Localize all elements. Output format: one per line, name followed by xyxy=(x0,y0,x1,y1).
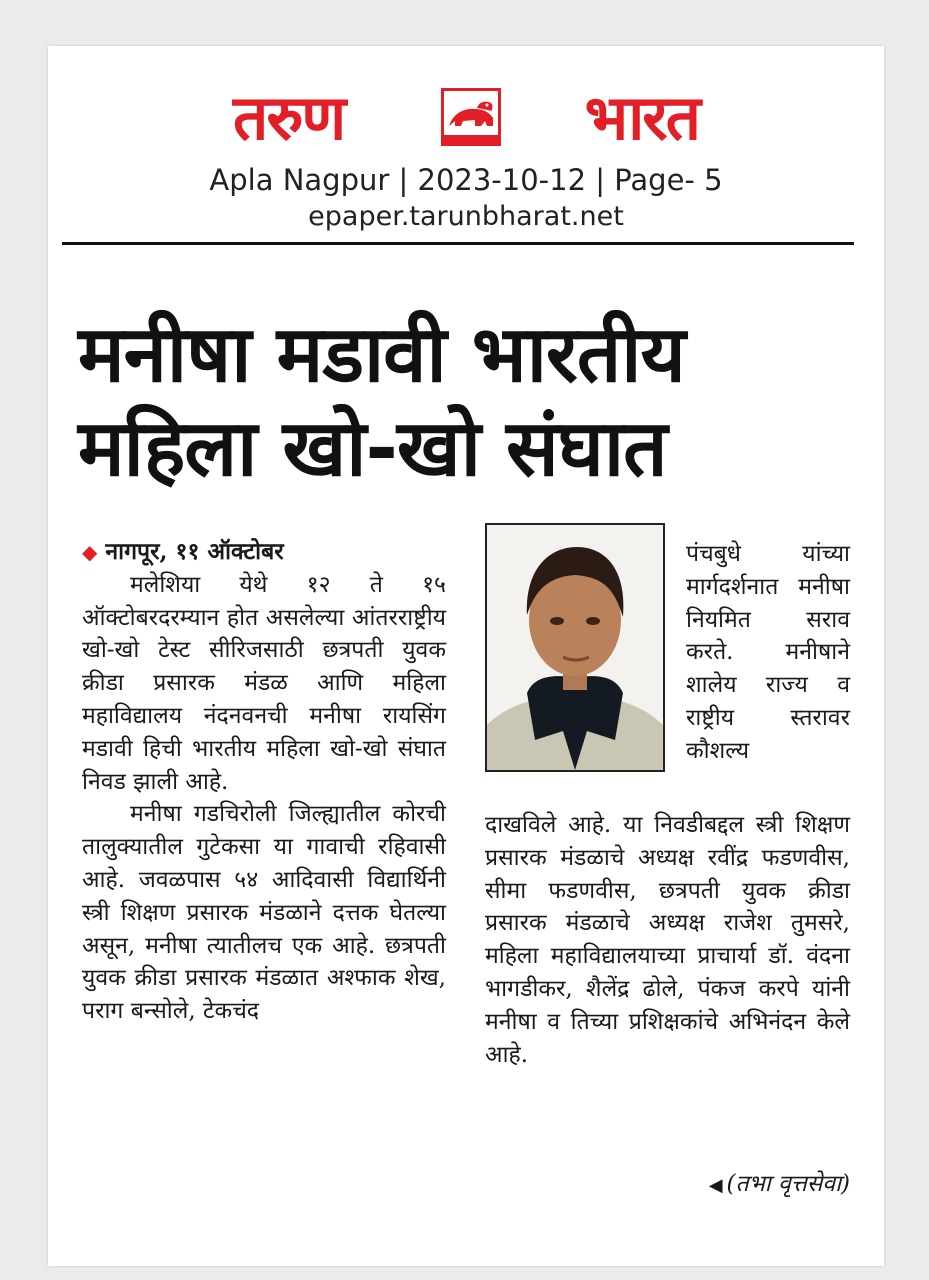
diamond-bullet-icon: ◆ xyxy=(82,540,98,564)
headline-line-1: मनीषा मडावी भारतीय xyxy=(78,310,685,400)
epaper-url: epaper.tarunbharat.net xyxy=(308,201,624,232)
article-headline xyxy=(78,308,858,496)
masthead-divider xyxy=(62,242,854,245)
tiger-emblem-icon xyxy=(441,88,501,146)
article-column-right-top: पंचबुधे यांच्या मार्गदर्शनात मनीषा नियमित सराव करते. मनीषाने शालेय राज्य व राष्ट्रीय स्तरावर कौशल्य xyxy=(686,541,850,764)
article-paragraph-2: मनीषा गडचिरोली जिल्ह्यातील कोरची तालुक्यातील गुटेकसा या गावाची रहिवासी आहे. जवळपास ५४ आदिवासी विद्यार्थिनी स्त्री शिक्षण प्रसारक मंडळाने दत्तक घेतल्या असून, मनीषा त्यातीलच एक आहे. छत्रपती युवक क्रीडा प्रसारक मंडळात अश्फाक शेख, पराग बन्सोले, टेकचंद xyxy=(82,801,446,1025)
article-column-left xyxy=(82,536,446,1028)
article-column-right-bottom: दाखविले आहे. या निवडीबद्दल स्त्री शिक्षण प्रसारक मंडळाचे अध्यक्ष रवींद्र फडणवीस, सीमा फडणवीस, छत्रपती युवक क्रीडा प्रसारक मंडळाचे अध्यक्ष राजेश तुमसरे, महिला महाविद्यालयाच्या प्राचार्या डॉ. वंदना भागडीकर, शैलेंद्र ढोले, पंकज करपे यांनी मनीषा व तिच्या प्रशिक्षकांचे अभिनंदन केले आहे. xyxy=(485,812,850,1068)
headline-line-2: महिला खो-खो संघात xyxy=(78,404,667,494)
brand-name-right: भारत xyxy=(584,81,699,154)
edition-info: Apla Nagpur | 2023-10-12 | Page- 5 xyxy=(209,163,723,197)
news-agency-credit: ◀ (तभा वृत्तसेवा) xyxy=(708,1171,850,1197)
portrait-image xyxy=(487,525,663,770)
dateline: ◆ नागपूर, ११ ऑक्टोबर xyxy=(82,538,284,565)
brand-name-left: तरुण xyxy=(233,81,345,154)
triangle-bullet-icon: ◀ xyxy=(708,1175,723,1196)
athlete-photo xyxy=(485,523,665,772)
masthead xyxy=(233,82,699,152)
article-paragraph-1: मलेशिया येथे १२ ते १५ ऑक्टोबरदरम्यान होत असलेल्या आंतरराष्ट्रीय खो-खो टेस्ट सीरिजसाठी छत्रपती युवक क्रीडा प्रसारक मंडळ आणि महिला महाविद्यालय नंदनवनची मनीषा रायसिंग मडावी हिची भारतीय महिला खो-खो संघात निवड झाली आहे. xyxy=(82,571,446,795)
newspaper-clipping xyxy=(48,46,884,1266)
